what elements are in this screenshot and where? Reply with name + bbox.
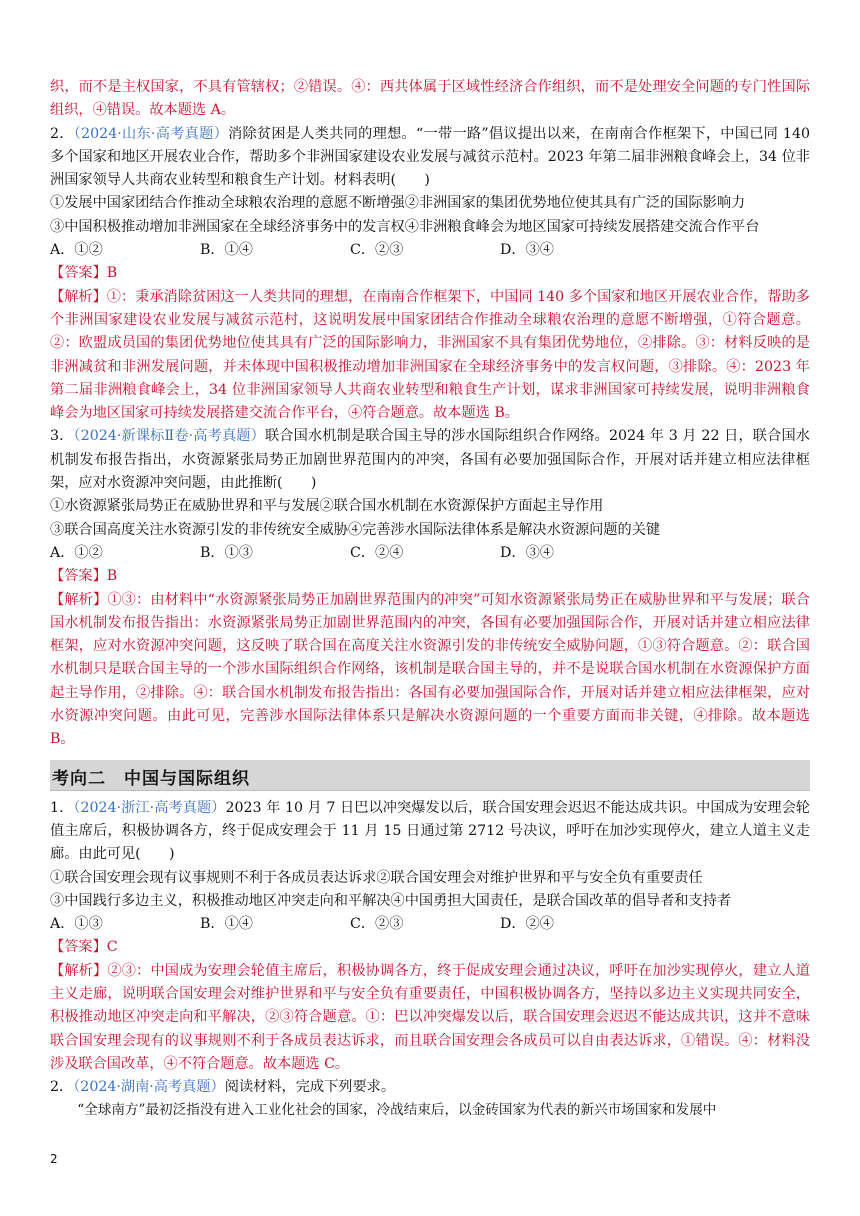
answer-options	[50, 239, 810, 262]
option-a: A．①②	[50, 544, 103, 561]
question-number: 2．	[50, 125, 74, 142]
statement-line: ①发展中国家团结合作推动全球粮农治理的意愿不断增强②非洲国家的集团优势地位使其具有广泛的国际影响力	[50, 195, 746, 212]
option-b: B．①③	[200, 544, 253, 561]
answer-options	[50, 913, 810, 936]
question-text: 联合国水机制是联合国主导的涉水国际组织合作网络。2024 年 3 月 22 日，联合国水机制发布报告指出，水资源紧张局势正加剧世界范围内的冲突，各国有必要加强国际合作，开展对话并建立相应法律框架，应对水资源冲突问题，由此推断( )	[50, 428, 810, 492]
answer-line: 【答案】B	[50, 568, 118, 585]
option-b: B．①④	[200, 242, 253, 259]
question-source: （2024·浙江·高考真题）	[73, 799, 226, 816]
question-source: （2024·山东·高考真题）	[73, 125, 229, 142]
statement-line: ③中国践行多边主义，积极推动地区冲突走向和平解决④中国勇担大国责任，是联合国改革的倡导者和支持者	[50, 892, 732, 909]
option-d: D．②④	[500, 916, 554, 933]
section2-question-2	[50, 1076, 810, 1122]
question-stem	[50, 425, 810, 495]
answer-line: 【答案】C	[50, 939, 118, 956]
previous-analysis-continuation: 织，而不是主权国家，不具有管辖权；②错误。④：西共体属于区域性经济合作组织，而不是处理安全问题的专门性国际组织，④错误。故本题选 A。	[50, 79, 810, 119]
option-d: D．③④	[500, 242, 554, 259]
question-stem	[50, 1076, 810, 1099]
answer-options	[50, 542, 810, 565]
question-stem	[50, 123, 810, 193]
statement-line: ①联合国安理会现有议事规则不利于各成员表达诉求②联合国安理会对维护世界和平与安全负有重要责任	[50, 869, 703, 886]
question-stem	[50, 797, 810, 867]
option-a: A．①②	[50, 242, 103, 259]
question-3	[50, 425, 810, 751]
section-heading-bar	[50, 760, 810, 791]
section2-question-1	[50, 797, 810, 1077]
question-source: （2024·湖南·高考真题）	[73, 1079, 225, 1096]
analysis-text: 【解析】①③：由材料中“水资源紧张局势正加剧世界范围内的冲突”可知水资源紧张局势正在威胁世界和平与发展；联合国水机制发布报告指出：水资源紧张局势正加剧世界范围内的冲突，各国有必要加强国际合作，开展对话并建立相应法律框架，应对水资源冲突问题，这反映了联合国在高度关注水资源引发的非传统安全威胁问题，①③符合题意。②：联合国水机制只是联合国主导的一个涉水国际组织合作网络，该机制是联合国主导的，并不是说联合国水机制在水资源保护方面起主导作用，②排除。④：联合国水机制发布报告指出：各国有必要加强国际合作，开展对话并建立相应法律框架，应对水资源冲突问题。由此可见，完善涉水国际法律体系只是解决水资源问题的一个重要方面而非关键，④排除。故本题选 B。	[50, 591, 810, 748]
question-number: 2．	[50, 1079, 74, 1096]
option-d: D．③④	[500, 544, 554, 561]
statement-line: ①水资源紧张局势正在威胁世界和平与发展②联合国水机制在水资源保护方面起主导作用	[50, 498, 604, 515]
statement-line: ③联合国高度关注水资源引发的非传统安全威胁④完善涉水国际法律体系是解决水资源问题的关键	[50, 521, 661, 538]
section-heading: 考向二 中国与国际组织	[52, 768, 250, 789]
question-text: 消除贫困是人类共同的理想。“一带一路”倡议提出以来，在南南合作框架下，中国已同 140 多个国家和地区开展农业合作，帮助多个非洲国家建设农业发展与减贫示范村。2023 年第二届非洲粮食峰会上，34 位非洲国家领导人共商农业转型和粮食生产计划。材料表明( )	[50, 125, 810, 189]
question-number: 1．	[50, 799, 74, 816]
option-c: C．②④	[350, 544, 404, 561]
document-page	[50, 76, 810, 1122]
option-c: C．②③	[350, 242, 404, 259]
option-b: B．①④	[200, 916, 253, 933]
statement-line: ③中国积极推动增加非洲国家在全球经济事务中的发言权④非洲粮食峰会为地区国家可持续发展搭建交流合作平台	[50, 218, 760, 235]
material-text: “全球南方”最初泛指没有进入工业化社会的国家，冷战结束后，以金砖国家为代表的新兴市场国家和发展中	[77, 1102, 717, 1119]
analysis-text: 【解析】②③：中国成为安理会轮值主席后，积极协调各方，终于促成安理会通过决议，呼吁在加沙实现停火，建立人道主义走廊，说明联合国安理会对维护世界和平与安全负有重要责任，中国积极协调各方，坚持以多边主义实现共同安全，积极推动地区冲突走向和平解决，②③符合题意。①：巴以冲突爆发以后，联合国安理会迟迟不能达成共识，这并不意味联合国安理会现有的议事规则不利于各成员表达诉求，而且联合国安理会各成员可以自由表达诉求，①错误。④：材料没涉及联合国改革，④不符合题意。故本题选 C。	[50, 962, 810, 1072]
option-c: C．②③	[350, 916, 404, 933]
analysis-text: 【解析】①：秉承消除贫困这一人类共同的理想，在南南合作框架下，中国同 140 多个国家和地区开展农业合作，帮助多个非洲国家建设农业发展与减贫示范村，这说明发展中国家团结合作推动全球粮农治理的意愿不断增强，①符合题意。②：欧盟成员国的集团优势地位使其具有广泛的国际影响力，非洲国家不具有集团优势地位，②排除。③：材料反映的是非洲减贫和非洲发展问题，并未体现中国积极推动增加非洲国家在全球经济事务中的发言权问题，③排除。④：2023 年第二届非洲粮食峰会上，34 位非洲国家领导人共商农业转型和粮食生产计划，谋求非洲国家可持续发展，说明非洲粮食峰会为地区国家可持续发展搭建交流合作平台，④符合题意。故本题选 B。	[50, 288, 810, 422]
question-number: 3．	[50, 428, 74, 445]
question-2	[50, 123, 810, 426]
answer-line: 【答案】B	[50, 265, 118, 282]
question-text: 阅读材料，完成下列要求。	[224, 1079, 396, 1096]
question-text: 2023 年 10 月 7 日巴以冲突爆发以后，联合国安理会迟迟不能达成共识。中国成为安理会轮值主席后，积极协调各方，终于促成安理会于 11 月 15 日通过第 2712 号决议，呼吁在加沙实现停火，建立人道主义走廊。由此可见( )	[50, 799, 810, 863]
option-a: A．①③	[50, 916, 103, 933]
question-source: （2024·新课标Ⅱ卷·高考真题）	[73, 428, 265, 445]
page-number: 2	[50, 1152, 58, 1166]
